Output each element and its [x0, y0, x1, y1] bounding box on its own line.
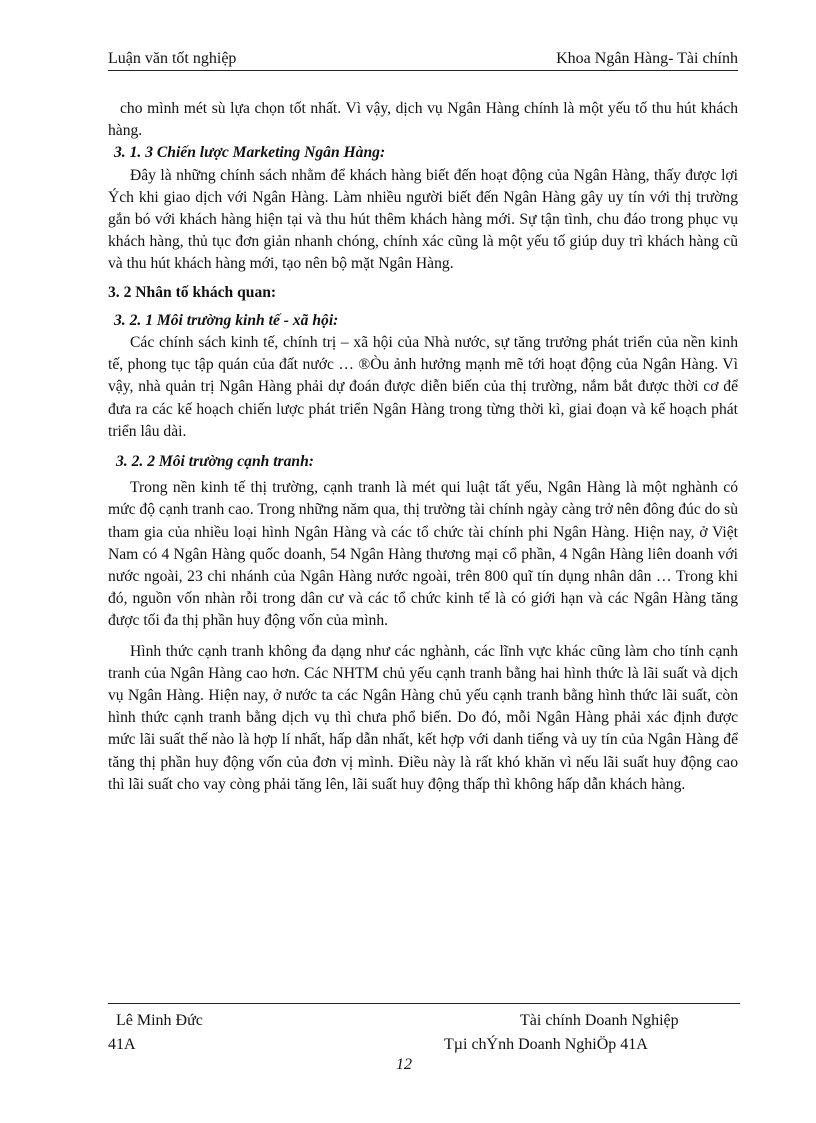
footer-class: 41A: [108, 1036, 136, 1053]
paragraph-continuation: cho mình mét sù lựa chọn tốt nhất. Vì vậy, dịch vụ Ngân Hàng chính là một yếu tố thu hút khách hàng.: [108, 100, 738, 140]
paragraph-competition-2: Hình thức cạnh tranh không đa dạng như các nghành, các lĩnh vực khác cũng làm cho tính cạnh tranh của Ngân Hàng cao hơn. Các NHTM chủ yếu cạnh tranh bằng hai hình thức là lãi suất và dịch vụ Ngân Hàng. Hiện nay, ở nước ta các Ngân Hàng chủ yếu cạnh tranh bằng hình thức lãi suất, còn hình thức cạnh tranh bằng dịch vụ thì chưa phổ biến. Do đó, mỗi Ngân Hàng phải xác định được mức lãi suất thế nào là hợp lí nhất, hấp dẫn nhất, kết hợp với danh tiếng và uy tín của Ngân Hàng để tăng thị phần huy động vốn của đơn vị mình. Điều này là rất khó khăn vì nếu lãi suất huy động cao thì lãi suất cho vay còng phải tăng lên, lãi suất huy động thấp thì không hấp dẫn khách hàng.: [108, 642, 738, 793]
document-body: [108, 98, 738, 796]
footer-author: Lê Minh Đức: [116, 1012, 203, 1029]
heading-3-1-3: 3. 1. 3 Chiến lược Marketing Ngân Hàng:: [114, 144, 386, 162]
footer-dept-garbled: Tµi chÝnh Doanh NghiÖp 41A: [444, 1036, 648, 1053]
footer-divider: [108, 1003, 740, 1004]
paragraph-competition-1: Trong nền kinh tế thị trường, cạnh tranh là mét qui luật tất yếu, Ngân Hàng là một nghành có mức độ cạnh tranh cao. Trong những năm qua, thị trường tài chính ngày càng trở nên đông đúc do sù tham gia của nhiều loại hình Ngân Hàng và các tổ chức tài chính phi Ngân Hàng. Hiện nay, ở Việt Nam có 4 Ngân Hàng quốc doanh, 54 Ngân Hàng thương mại cổ phần, 4 Ngân Hàng liên doanh với nước ngoài, 23 chi nhánh của Ngân Hàng nước ngoài, trên 800 quĩ tín dụng nhân dân … Trong khi đó, nguồn vốn nhàn rỗi trong dân cư và các tổ chức kinh tế là có giới hạn và các Ngân Hàng tăng được tối đa thị phần huy động vốn của mình.: [108, 479, 738, 630]
page-number: 12: [396, 1056, 412, 1073]
heading-3-2-1: 3. 2. 1 Môi trường kinh tế - xã hội:: [114, 311, 339, 329]
heading-3-2-2: 3. 2. 2 Môi trường cạnh tranh:: [116, 453, 314, 471]
heading-3-2: 3. 2 Nhân tố khách quan:: [108, 283, 277, 301]
paragraph-economic-env: Các chính sách kinh tế, chính trị – xã hội của Nhà nước, sự tăng trưởng phát triển của nền kinh tế, phong tục tập quán của đất nước … ®Òu ảnh hưởng mạnh mẽ tới hoạt động của Ngân Hàng. Vì vậy, nhà quản trị Ngân Hàng phải dự đoán được diễn biến của thị trường, nắm bắt được thời cơ để đưa ra các kế hoạch chiến lược phát triển Ngân Hàng trong từng thời kì, giai đoạn và kế hoạch phát triển lâu dài.: [108, 334, 738, 440]
page-header: [108, 48, 738, 71]
header-faculty: Khoa Ngân Hàng- Tài chính: [556, 50, 738, 67]
header-thesis-title: Luận văn tốt nghiệp: [108, 50, 237, 67]
paragraph-marketing: Đây là những chính sách nhằm để khách hàng biết đến hoạt động của Ngân Hàng, thấy được lợi Ých khi giao dịch với Ngân Hàng. Làm nhiều người biết đến Ngân Hàng gây uy tín với thị trường gắn bó với khách hàng hiện tại và thu hút thêm khách hàng mới. Sự tận tình, chu đáo trong phục vụ khách hàng, thủ tục đơn giản nhanh chóng, chính xác cũng là một yếu tố giúp duy trì khách hàng cũ và thu hút khách hàng mới, tạo nên bộ mặt Ngân Hàng.: [108, 166, 738, 273]
footer-dept: Tài chính Doanh Nghiệp: [520, 1012, 679, 1029]
